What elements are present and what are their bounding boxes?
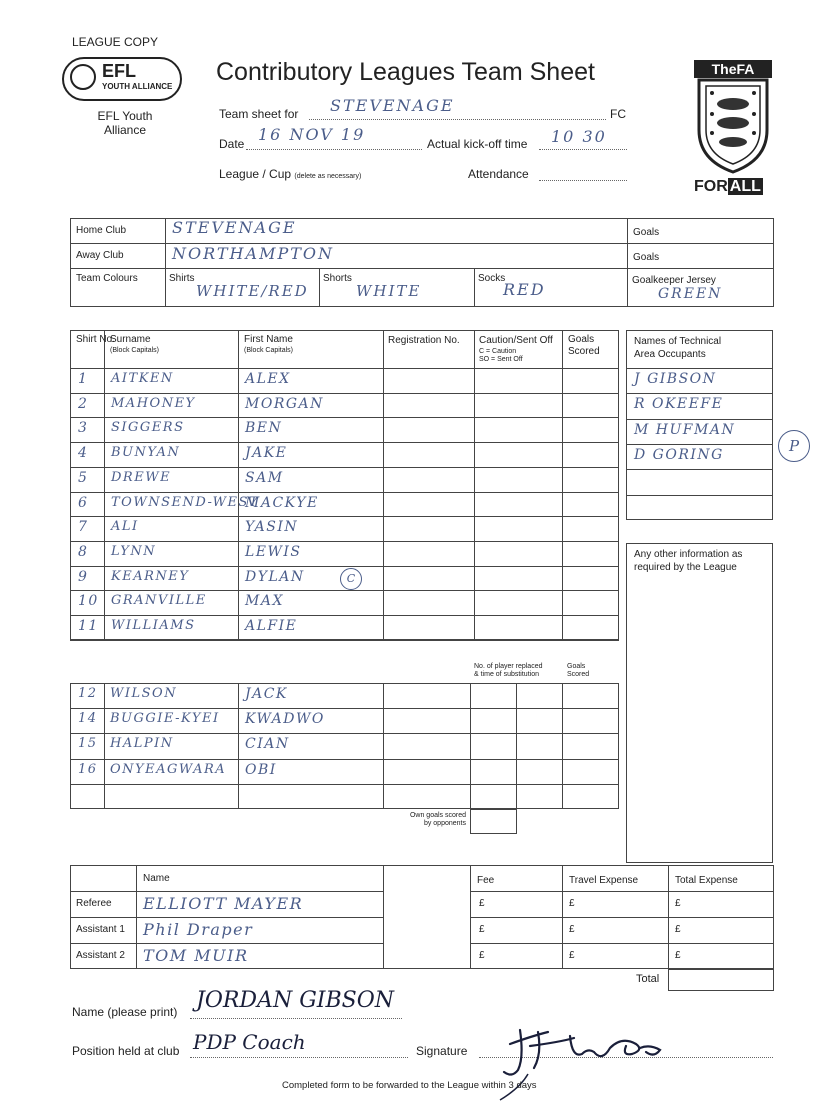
date-line (246, 149, 422, 150)
home-club-label: Home Club (76, 225, 127, 236)
table-row-line (70, 590, 619, 591)
sub-row-line (70, 759, 619, 760)
registration-header: Registration No. (388, 335, 460, 346)
sub-row-line (70, 733, 619, 734)
date-label: Date (219, 137, 245, 151)
shirts-value: WHITE/RED (196, 282, 309, 300)
replaced-header: No. of player replaced & time of substitution (474, 663, 543, 678)
table-row-line (70, 393, 619, 394)
player-first-name: LEWIS (245, 544, 302, 560)
fee-header: Fee (477, 875, 495, 886)
total-expense-header: Total Expense (675, 875, 738, 886)
shirt-no-header: Shirt No. (76, 334, 115, 345)
fa-logo-top: TheFA (694, 60, 772, 78)
player-surname: WILLIAMS (111, 618, 196, 633)
other-info-label: Any other information as required by the League (634, 549, 743, 573)
sub-row-line (70, 784, 619, 785)
team-sheet-for-label: Team sheet for (219, 107, 299, 121)
player-surname: DREWE (111, 470, 172, 485)
position-value: PDP Coach (193, 1030, 306, 1054)
sub-first-name: JACK (245, 686, 288, 702)
socks-value: RED (503, 280, 546, 299)
technical-row-line (626, 495, 773, 496)
shirt-number: 1 (78, 371, 89, 387)
efl-caption: EFL Youth Alliance (97, 109, 153, 137)
ball-icon (70, 64, 96, 90)
shirt-number: 4 (78, 445, 89, 461)
travel-currency: £ (569, 924, 575, 935)
team-sheet-for-line (309, 119, 606, 120)
date-value: 16 NOV 19 (258, 125, 366, 144)
signature-label: Signature (416, 1044, 468, 1058)
player-surname: KEARNEY (111, 569, 190, 584)
fc-label: FC (610, 107, 626, 121)
shirts-label: Shirts (169, 273, 195, 284)
player-surname: MAHONEY (111, 396, 196, 411)
table-row-line (70, 566, 619, 567)
total-label: Total (636, 973, 660, 985)
away-club-value: NORTHAMPTON (172, 244, 334, 263)
fee-currency: £ (479, 898, 485, 909)
fee-currency: £ (479, 924, 485, 935)
player-first-name: ALEX (245, 371, 291, 387)
sub-row-line (70, 708, 619, 709)
away-club-label: Away Club (76, 250, 124, 261)
shirt-number: 10 (78, 593, 99, 609)
name-print-label: Name (please print) (72, 1005, 178, 1019)
technical-occupant-name: J GIBSON (634, 371, 717, 387)
sub-shirt-number: 14 (78, 711, 98, 726)
table-row-line (70, 640, 619, 641)
shirt-number: 11 (78, 618, 99, 634)
fa-logo (694, 60, 772, 196)
page-title: Contributory Leagues Team Sheet (216, 58, 595, 86)
shorts-label: Shorts (323, 273, 352, 284)
player-surname: ALI (111, 519, 139, 534)
socks-label: Socks (478, 273, 506, 284)
shirt-number: 7 (78, 519, 89, 535)
fee-currency: £ (479, 950, 485, 961)
table-row-line (70, 615, 619, 616)
sub-first-name: KWADWO (245, 711, 325, 727)
sub-first-name: CIAN (245, 736, 290, 752)
table-row-line (70, 516, 619, 517)
technical-area-header: Names of Technical Area Occupants (634, 336, 722, 360)
table-row-line (70, 467, 619, 468)
name-print-line (190, 1018, 402, 1019)
official-name: ELLIOTT MAYER (143, 894, 304, 913)
shirt-number: 5 (78, 470, 89, 486)
travel-currency: £ (569, 950, 575, 961)
shirt-number: 8 (78, 544, 89, 560)
player-first-name: MACKYE (245, 495, 319, 511)
captain-mark: C (340, 568, 362, 590)
gk-label: Goalkeeper Jersey (632, 275, 716, 286)
table-row-line (70, 442, 619, 443)
technical-row-line (626, 444, 773, 445)
fa-for-all: FOR ALL (694, 178, 761, 195)
technical-row-line (626, 419, 773, 420)
player-surname: LYNN (111, 544, 157, 559)
completed-note: Completed form to be forwarded to the League within 3 days (282, 1080, 537, 1091)
total-currency: £ (675, 898, 681, 909)
travel-header: Travel Expense (569, 875, 639, 886)
official-name: Phil Draper (143, 920, 254, 939)
player-first-name: MORGAN (245, 396, 324, 412)
other-info-box (626, 543, 773, 863)
sub-surname: HALPIN (110, 736, 174, 751)
table-row-line (70, 492, 619, 493)
official-role: Assistant 2 (76, 950, 125, 961)
team-colours-label: Team Colours (76, 273, 138, 284)
margin-mark: P (778, 430, 810, 462)
official-role: Assistant 1 (76, 924, 125, 935)
player-first-name: JAKE (245, 445, 288, 461)
shirt-number: 3 (78, 420, 89, 436)
official-name: TOM MUIR (143, 946, 249, 965)
sub-surname: ONYEAGWARA (110, 762, 227, 777)
technical-row-line (626, 393, 773, 394)
league-cup-label: League / Cup (delete as necessary) (219, 167, 362, 181)
player-first-name: YASIN (245, 519, 299, 535)
player-first-name: MAX (245, 593, 284, 609)
shorts-value: WHITE (356, 282, 422, 300)
sub-shirt-number: 16 (78, 762, 98, 777)
total-currency: £ (675, 950, 681, 961)
player-first-name: DYLAN (245, 569, 305, 585)
shirt-number: 2 (78, 396, 89, 412)
player-first-name: SAM (245, 470, 284, 486)
name-print-value: JORDAN GIBSON (196, 988, 394, 1013)
officials-name-header: Name (143, 873, 170, 884)
surname-header: Surname (110, 334, 151, 345)
technical-occupant-name: M HUFMAN (634, 422, 736, 438)
player-first-name: BEN (245, 420, 283, 436)
player-surname: AITKEN (111, 371, 174, 386)
position-line (190, 1057, 408, 1058)
sub-surname: BUGGIE-KYEI (110, 711, 220, 726)
attendance-label: Attendance (468, 167, 529, 181)
kickoff-label: Actual kick-off time (427, 137, 528, 151)
gk-value: GREEN (658, 286, 723, 302)
technical-row-line (626, 469, 773, 470)
league-copy-label: LEAGUE COPY (72, 35, 159, 49)
caution-sub-1: C = Caution (479, 348, 517, 355)
sub-shirt-number: 12 (78, 686, 98, 701)
away-goals-label: Goals (633, 252, 660, 263)
player-surname: BUNYAN (111, 445, 181, 460)
total-box (668, 969, 774, 991)
team-sheet-for-value: STEVENAGE (330, 96, 455, 115)
technical-occupant-name: D GORING (634, 447, 724, 463)
home-goals-label: Goals (633, 227, 660, 238)
player-first-name: ALFIE (245, 618, 298, 634)
caution-sub-2: SO = Sent Off (479, 356, 523, 363)
first-name-header: First Name (244, 334, 293, 345)
home-club-value: STEVENAGE (172, 218, 297, 237)
surname-sub: (Block Capitals) (110, 347, 160, 354)
table-row-line (70, 541, 619, 542)
sub-goals-header: Goals Scored (567, 663, 590, 678)
kickoff-value: 10 30 (551, 127, 607, 146)
player-surname: SIGGERS (111, 420, 185, 435)
three-lions-crest-icon (696, 78, 770, 174)
goals-header: Goals Scored (568, 334, 600, 357)
technical-row-line (626, 368, 773, 369)
efl-logo-subtext: YOUTH ALLIANCE (102, 82, 173, 91)
table-row-line (70, 417, 619, 418)
total-currency: £ (675, 924, 681, 935)
efl-logo (62, 57, 182, 101)
own-goals-box (470, 809, 517, 834)
kickoff-line (539, 149, 627, 150)
own-goals-label: Own goals scored by opponents (409, 812, 466, 827)
attendance-line (539, 180, 627, 181)
position-label: Position held at club (72, 1044, 180, 1058)
shirt-number: 9 (78, 569, 89, 585)
sub-shirt-number: 15 (78, 736, 98, 751)
sub-surname: WILSON (110, 686, 178, 701)
official-role: Referee (76, 898, 112, 909)
travel-currency: £ (569, 898, 575, 909)
caution-header: Caution/Sent Off (479, 335, 553, 346)
sub-first-name: OBI (245, 762, 277, 778)
technical-occupant-name: R OKEEFE (634, 396, 724, 412)
shirt-number: 6 (78, 495, 89, 511)
efl-logo-text: EFL (102, 61, 136, 81)
player-surname: GRANVILLE (111, 593, 207, 608)
first-name-sub: (Block Capitals) (244, 347, 294, 354)
player-surname: TOWNSEND-WEST (111, 495, 260, 510)
